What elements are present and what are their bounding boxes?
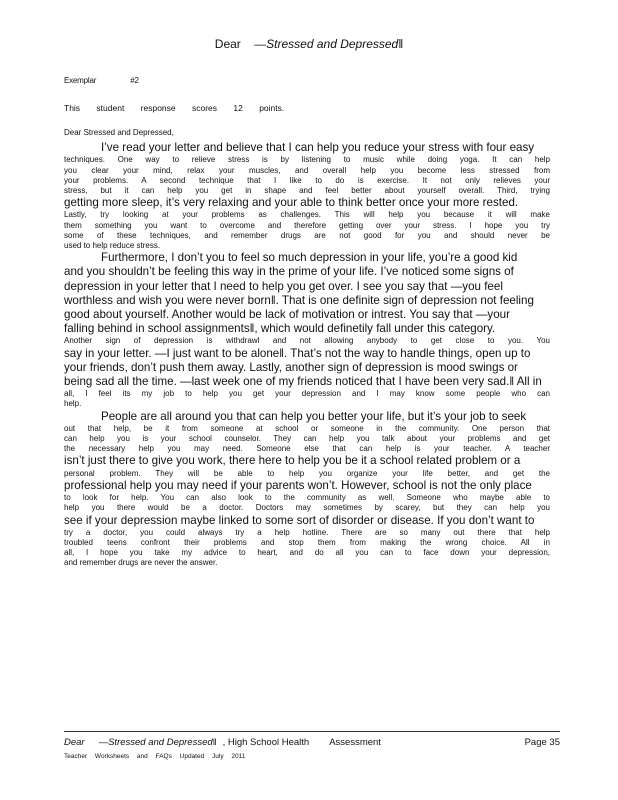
letter-line: professional help you may need if your parents won’t. However, school is not the only place xyxy=(64,478,532,492)
exemplar-number: #2 xyxy=(130,76,139,85)
letter-line: Furthermore, I don’t you to feel so much depression in your life, you’re a good kid xyxy=(101,251,518,265)
letter-line: Lastly, try looking at your problems as challenges. This will help you because it will make xyxy=(64,210,550,220)
letter-line: isn’t just there to give you work, there here to help you be it a school related problem or a xyxy=(64,454,521,468)
letter-line: troubled teens confront their problems and stop them from making the wrong choice. All in xyxy=(64,537,550,547)
footer xyxy=(64,737,560,748)
letter-line: all, I feel its my job to help you get your depression and I may know some people who can xyxy=(64,389,550,399)
letter-line: good about yourself. Another would be lack of motivation or intrest. You say that —your xyxy=(64,308,510,322)
page-title-prefix: Dear xyxy=(214,37,241,51)
letter-line: and remember drugs are never the answer. xyxy=(64,558,218,568)
salutation: Dear Stressed and Depressed, xyxy=(64,128,174,137)
footer-course: , High School Health xyxy=(222,737,310,748)
letter-line: People are all around you that can help you better your life, but it’s your job to seek xyxy=(101,409,527,423)
letter-line: techniques. One way to relieve stress is by listening to music while doing yoga. It can help xyxy=(64,155,550,165)
footer-assessment: Assessment xyxy=(329,737,381,748)
letter-line: your friends, don’t push them away. Lastly, another sign of depression is mood swings or xyxy=(64,360,518,374)
letter-line: help. xyxy=(64,399,82,409)
exemplar-label xyxy=(64,76,173,85)
letter-line: and you shouldn’t be feeling this way in the prime of your life. I’ve noticed some signs of xyxy=(64,265,514,279)
letter-line: depression in your letter that I need to help you get over. I see you say that —you feel xyxy=(64,279,503,293)
letter-line: all, I hope you take my advice to heart, and do all you can to face down your depression, xyxy=(64,548,550,558)
page-title-subject: —Stressed and Depressed‖ xyxy=(254,37,404,51)
footer-subject: —Stressed and Depressed‖ xyxy=(98,737,217,748)
letter-line: out that help, be it from someone at school or someone in the community. One person that xyxy=(64,423,550,433)
footer-dear: Dear xyxy=(64,737,85,748)
letter-line: I’ve read your letter and believe that I can help you reduce your stress with four easy xyxy=(101,141,535,155)
letter-line: say in your letter. —I just want to be alone‖. That’s not the way to handle things, open up to xyxy=(64,346,531,360)
page-number: Page 35 xyxy=(524,737,560,748)
letter-line: getting more sleep, it’s very relaxing and your able to think better once your more rested. xyxy=(64,196,519,210)
letter-line: personal problem. They will be able to help you organize your life better, and get the xyxy=(64,468,550,478)
letter-line: being sad all the time. —last week one of my friends noticed that I have been very sad.‖ All in xyxy=(64,375,542,389)
score-line: This student response scores 12 points. xyxy=(64,103,285,113)
letter-line: Another sign of depression is withdrawl and not allowing anybody to get close to you. You xyxy=(64,336,550,346)
footer-rule xyxy=(64,731,560,732)
letter-line: see if your depression maybe linked to some sort of disorder or disease. If you don’t want to xyxy=(64,513,535,527)
letter-line: can help you is your school counselor. They can help you talk about your problems and get xyxy=(64,434,550,444)
exemplar-text: Exemplar xyxy=(64,76,97,85)
letter-line: some of these techniques, and remember drugs are not good for you and should never be xyxy=(64,230,550,240)
letter-line: try a doctor, you could always try a help hotline. There are so many out there that help xyxy=(64,527,550,537)
letter-body xyxy=(64,128,550,569)
letter-line: worthless and wish you were never born‖. That is one definite sign of depression not feeling xyxy=(64,293,534,307)
letter-line: to look for help. You can also look to the community as well. Someone who maybe able to xyxy=(64,493,550,503)
letter-line: used to help reduce stress. xyxy=(64,241,161,251)
letter-line: them something you want to overcome and therefore getting over your stress. I hope you try xyxy=(64,220,550,230)
letter-line: help you there would be a doctor. Doctors may sometimes by scarey, but they can help you xyxy=(64,503,550,513)
letter-line: falling behind in school assignments‖, which would definetily fall under this category. xyxy=(64,322,496,336)
letter-line: the necessary help you may need. Someone else that can help is your teacher. A teacher xyxy=(64,444,550,454)
letter-line: stress, but it can help you get in shape and feel better about yourself overall. Third, trying xyxy=(64,186,550,196)
letter-line: you clear your mind, relax your muscles, and overall help you become less stressed from xyxy=(64,165,550,175)
letter-line: your problems. A second technique that I like to do is exercise. It not only relieves your xyxy=(64,175,550,185)
letter-lines xyxy=(64,141,550,568)
page-title xyxy=(0,37,618,51)
footer-updated: Teacher Worksheets and FAQs Updated July 2011 xyxy=(64,753,246,760)
